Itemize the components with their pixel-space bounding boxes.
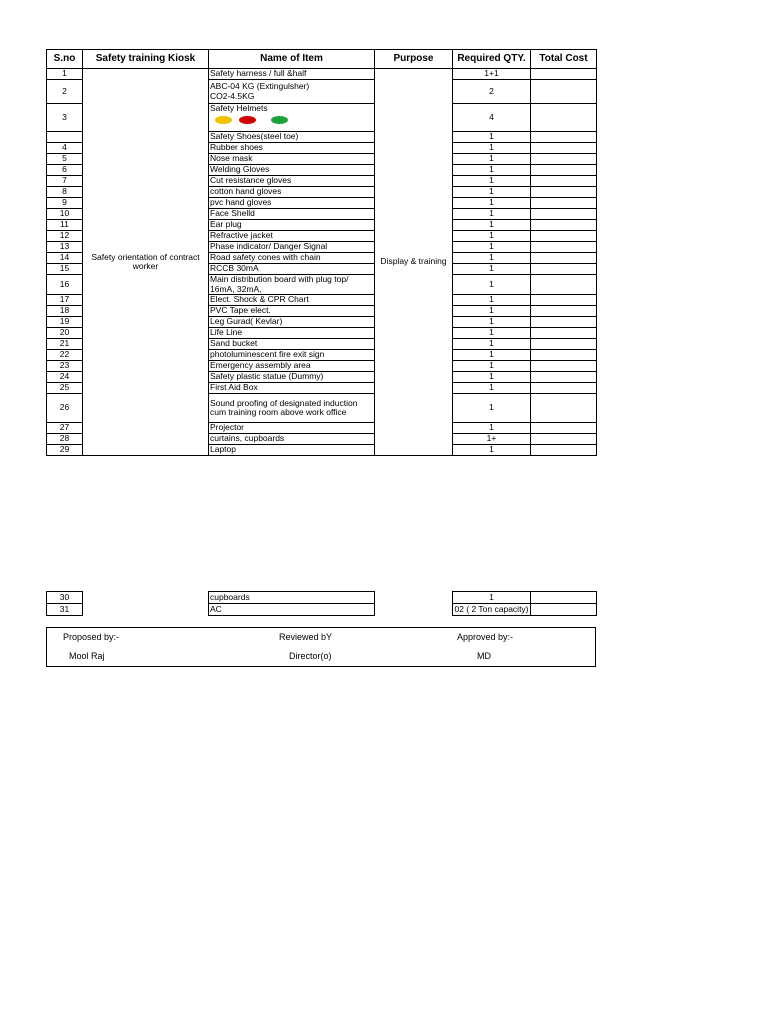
cell-sno: 19: [47, 317, 83, 328]
cell-purpose: [375, 592, 453, 604]
cell-item: cotton hand gloves: [209, 187, 375, 198]
cell-cost: [531, 198, 597, 209]
cell-item: Rubber shoes: [209, 143, 375, 154]
cell-item: [209, 104, 375, 132]
cell-qty: 1: [453, 242, 531, 253]
cell-sno: 14: [47, 253, 83, 264]
cell-cost: [531, 306, 597, 317]
cell-item: Safety plastic statue (Dummy): [209, 372, 375, 383]
cell-item: Elect. Shock & CPR Chart: [209, 295, 375, 306]
cell-qty: 1: [453, 209, 531, 220]
proposed-by-label: Proposed by:-: [63, 632, 120, 642]
cell-cost: [531, 317, 597, 328]
cell-item: curtains, cupboards: [209, 434, 375, 445]
cell-cost: [531, 80, 597, 104]
reviewed-by-label: Reviewed bY: [279, 632, 333, 642]
red-helmet-icon: [239, 116, 256, 124]
cell-qty: 1: [453, 220, 531, 231]
yellow-helmet-icon: [215, 116, 232, 124]
cell-cost: [531, 339, 597, 350]
reviewed-by-name: Director(o): [289, 651, 332, 661]
cell-cost: [531, 209, 597, 220]
cell-qty: 1: [453, 423, 531, 434]
cell-cost: [531, 445, 597, 456]
cell-item: Phase indicator/ Danger Signal: [209, 242, 375, 253]
cell-cost: [531, 242, 597, 253]
cell-item: AC: [209, 604, 375, 616]
cell-cost: [531, 69, 597, 80]
cell-sno: 21: [47, 339, 83, 350]
cell-item: Safety Shoes(steel toe): [209, 132, 375, 143]
cell-item: Face Shelld: [209, 209, 375, 220]
cell-cost: [531, 220, 597, 231]
cell-sno: 2: [47, 80, 83, 104]
cell-cost: [531, 361, 597, 372]
approved-by-name: MD: [477, 651, 491, 661]
cell-item: Refractive jacket: [209, 231, 375, 242]
cell-qty: 4: [453, 104, 531, 132]
cell-qty: 1: [453, 231, 531, 242]
cell-qty: 1: [453, 592, 531, 604]
cell-kiosk: Safety orientation of contract worker: [83, 69, 209, 456]
cell-sno: 6: [47, 165, 83, 176]
cell-sno: 25: [47, 383, 83, 394]
cell-sno: 1: [47, 69, 83, 80]
cell-item-text: Safety Helmets: [210, 103, 268, 113]
cell-item: Safety harness / full &half: [209, 69, 375, 80]
cell-qty: 1: [453, 394, 531, 423]
cell-cost: [531, 231, 597, 242]
cell-cost: [531, 154, 597, 165]
table-row: [47, 69, 597, 80]
cell-item: Main distribution board with plug top/ 16mA, 32mA,: [209, 275, 375, 295]
cell-qty: 1: [453, 350, 531, 361]
cell-qty: 1: [453, 328, 531, 339]
cell-qty: 1: [453, 165, 531, 176]
cell-cost: [531, 592, 597, 604]
cell-qty: 1: [453, 132, 531, 143]
cell-qty: 1: [453, 383, 531, 394]
cell-sno: 5: [47, 154, 83, 165]
cell-purpose: Display & training: [375, 69, 453, 456]
cell-cost: [531, 132, 597, 143]
cell-sno: 24: [47, 372, 83, 383]
cell-sno: 7: [47, 176, 83, 187]
cell-cost: [531, 165, 597, 176]
cell-cost: [531, 143, 597, 154]
cell-qty: 1+: [453, 434, 531, 445]
cell-cost: [531, 176, 597, 187]
cell-kiosk: [83, 592, 209, 604]
cell-item: Emergency assembly area: [209, 361, 375, 372]
cell-item: Cut resistance gloves: [209, 176, 375, 187]
cell-sno: 29: [47, 445, 83, 456]
cell-qty: 1+1: [453, 69, 531, 80]
cell-cost: [531, 350, 597, 361]
cell-cost: [531, 104, 597, 132]
cell-sno: 12: [47, 231, 83, 242]
cell-sno: 26: [47, 394, 83, 423]
cell-sno: 31: [47, 604, 83, 616]
cell-cost: [531, 187, 597, 198]
approval-box: [46, 627, 596, 667]
table-row: [47, 592, 597, 604]
cell-item: Sound proofing of designated induction cum training room above work office: [209, 394, 375, 423]
header-purpose: Purpose: [375, 50, 453, 69]
cell-cost: [531, 383, 597, 394]
cell-qty: 1: [453, 361, 531, 372]
cell-cost: [531, 253, 597, 264]
cell-sno: 10: [47, 209, 83, 220]
cell-item: Laptop: [209, 445, 375, 456]
helmet-colors: [215, 116, 373, 124]
cell-qty: 1: [453, 445, 531, 456]
cell-qty: 1: [453, 187, 531, 198]
cell-qty: 1: [453, 143, 531, 154]
cell-qty: 1: [453, 306, 531, 317]
header-qty: Required QTY.: [453, 50, 531, 69]
cell-item: PVC Tape elect.: [209, 306, 375, 317]
green-helmet-icon: [271, 116, 288, 124]
cell-qty: 1: [453, 339, 531, 350]
cell-item: ABC-04 KG (Extingulsher) CO2-4.5KG: [209, 80, 375, 104]
cell-qty: 1: [453, 154, 531, 165]
cell-item: Projector: [209, 423, 375, 434]
cell-qty: 1: [453, 198, 531, 209]
cell-qty: 1: [453, 372, 531, 383]
cell-sno: 18: [47, 306, 83, 317]
cell-cost: [531, 264, 597, 275]
cell-item: photoluminescent fire exit sign: [209, 350, 375, 361]
cell-qty: 2: [453, 80, 531, 104]
cell-sno: 11: [47, 220, 83, 231]
cell-item: Leg Gurad( Kevlar): [209, 317, 375, 328]
cell-item: Ear plug: [209, 220, 375, 231]
cell-sno: 23: [47, 361, 83, 372]
cell-kiosk: [83, 604, 209, 616]
cell-sno: [47, 132, 83, 143]
cell-cost: [531, 328, 597, 339]
cell-qty: 02 ( 2 Ton capacity): [454, 604, 529, 615]
cell-sno: 3: [47, 104, 83, 132]
cell-item: Road safety cones with chain: [209, 253, 375, 264]
approved-by-label: Approved by:-: [457, 632, 514, 642]
cell-cost: [531, 423, 597, 434]
proposed-by-name: Mool Raj: [69, 651, 105, 661]
header-row: [47, 50, 597, 69]
cell-item: Nose mask: [209, 154, 375, 165]
cell-cost: [531, 434, 597, 445]
header-cost: Total Cost: [531, 50, 597, 69]
cell-sno: 4: [47, 143, 83, 154]
cell-item: Welding Gloves: [209, 165, 375, 176]
cell-item: cupboards: [209, 592, 375, 604]
header-sno: S.no: [47, 50, 83, 69]
cell-item: pvc hand gloves: [209, 198, 375, 209]
items-table: [46, 49, 597, 456]
cell-qty: 1: [453, 176, 531, 187]
cell-sno: 17: [47, 295, 83, 306]
cell-sno: 30: [47, 592, 83, 604]
cell-cost: [531, 604, 597, 616]
cell-qty: 1: [453, 317, 531, 328]
cell-sno: 22: [47, 350, 83, 361]
cell-cost: [531, 295, 597, 306]
cell-cost: [531, 394, 597, 423]
cell-qty: 1: [453, 295, 531, 306]
cell-qty: 1: [453, 264, 531, 275]
cell-qty: 1: [453, 253, 531, 264]
cell-item: Life Line: [209, 328, 375, 339]
cell-sno: 9: [47, 198, 83, 209]
cell-sno: 15: [47, 264, 83, 275]
header-kiosk: Safety training Kiosk: [83, 50, 209, 69]
cell-sno: 16: [47, 275, 83, 295]
cell-cost: [531, 275, 597, 295]
cell-purpose: [375, 604, 453, 616]
cell-sno: 28: [47, 434, 83, 445]
header-item: Name of Item: [209, 50, 375, 69]
cell-sno: 13: [47, 242, 83, 253]
cell-item: First Aid Box: [209, 383, 375, 394]
cell-qty: 1: [453, 275, 531, 295]
table-row: [47, 604, 597, 616]
cell-sno: 8: [47, 187, 83, 198]
cell-item: RCCB 30mA: [209, 264, 375, 275]
cell-sno: 27: [47, 423, 83, 434]
cell-cost: [531, 372, 597, 383]
cell-item: Sand bucket: [209, 339, 375, 350]
cell-sno: 20: [47, 328, 83, 339]
extra-items-table: [46, 591, 597, 616]
